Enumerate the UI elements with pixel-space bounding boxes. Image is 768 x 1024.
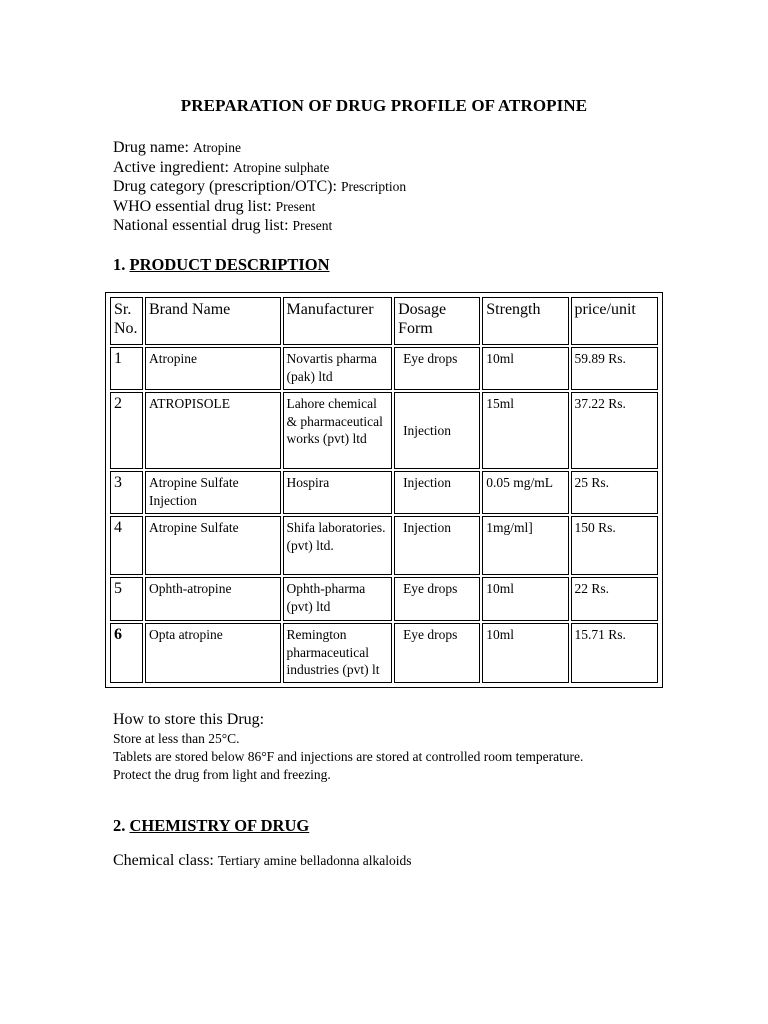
national-list-line — [113, 216, 406, 236]
info-label: Drug name: — [113, 139, 189, 156]
cell-dosage: Eye drops — [394, 347, 480, 390]
chemical-class-line — [113, 852, 411, 870]
header-dosage-form: Dosage Form — [394, 297, 480, 345]
cell-strength: 10ml — [482, 577, 568, 621]
cell-manufacturer: Ophth-pharma (pvt) ltd — [283, 577, 393, 621]
chemical-class-label: Chemical class: — [113, 852, 214, 869]
active-ingredient-line — [113, 158, 406, 178]
table-row — [110, 623, 658, 683]
section-heading-product — [113, 255, 330, 275]
cell-sr: 6 — [110, 623, 143, 683]
cell-brand: Atropine Sulfate Injection — [145, 471, 281, 514]
cell-strength: 10ml — [482, 623, 568, 683]
cell-sr: 3 — [110, 471, 143, 514]
cell-dosage: Injection — [394, 516, 480, 575]
info-label: Drug category (prescription/OTC): — [113, 178, 337, 195]
section-heading-chemistry — [113, 816, 309, 836]
table-row — [110, 471, 658, 514]
info-value: Atropine sulphate — [232, 159, 330, 175]
cell-brand: Atropine Sulfate — [145, 516, 281, 575]
info-label: Active ingredient: — [113, 158, 229, 176]
cell-price: 59.89 Rs. — [571, 347, 658, 390]
cell-dosage: Eye drops — [394, 623, 480, 683]
page-title: PREPARATION OF DRUG PROFILE OF ATROPINE — [180, 96, 588, 115]
storage-line: Protect the drug from light and freezing. — [113, 767, 331, 782]
section-title: CHEMISTRY OF DRUG — [129, 816, 310, 835]
cell-price: 15.71 Rs. — [571, 623, 658, 683]
info-value: Present — [292, 218, 333, 233]
info-label: WHO essential drug list: — [113, 197, 272, 215]
header-price-unit: price/unit — [571, 297, 658, 345]
info-value: Atropine — [192, 140, 241, 155]
table-row — [110, 516, 658, 575]
cell-manufacturer: Novartis pharma (pak) ltd — [283, 347, 393, 390]
drug-info — [113, 138, 406, 236]
info-value: Prescription — [340, 179, 407, 194]
storage-line: Tablets are stored below 86°F and injections are stored at controlled room temperature. — [113, 749, 584, 764]
info-value: Present — [275, 198, 316, 214]
cell-brand: ATROPISOLE — [145, 392, 281, 469]
cell-manufacturer: Shifa laboratories.(pvt) ltd. — [283, 516, 393, 575]
cell-strength: 10ml — [482, 347, 568, 390]
cell-price: 150 Rs. — [571, 516, 658, 575]
table-header-row — [110, 297, 658, 345]
table-row — [110, 392, 658, 469]
header-strength: Strength — [482, 297, 568, 345]
cell-sr: 4 — [110, 516, 143, 575]
cell-sr: 2 — [110, 392, 143, 469]
cell-brand: Opta atropine — [145, 623, 281, 683]
cell-sr: 5 — [110, 577, 143, 621]
cell-strength: 15ml — [482, 392, 568, 469]
header-sr-no: Sr. No. — [110, 297, 143, 345]
section-number: 2. — [113, 816, 126, 835]
cell-manufacturer: Remington pharmaceutical industries (pvt) lt — [283, 623, 393, 683]
cell-dosage: Injection — [394, 471, 480, 514]
product-table — [105, 292, 663, 688]
header-manufacturer: Manufacturer — [283, 297, 393, 345]
who-list-line — [113, 197, 406, 217]
header-brand-name: Brand Name — [145, 297, 281, 345]
drug-name-line — [113, 138, 406, 158]
cell-price: 22 Rs. — [571, 577, 658, 621]
cell-dosage: Injection — [394, 392, 480, 469]
drug-category-line — [113, 177, 406, 197]
cell-strength: 1mg/ml] — [482, 516, 568, 575]
chemical-class-value: Tertiary amine belladonna alkaloids — [217, 853, 412, 868]
cell-price: 25 Rs. — [571, 471, 658, 514]
cell-manufacturer: Lahore chemical & pharmaceutical works (pvt) ltd — [283, 392, 393, 469]
cell-brand: Ophth-atropine — [145, 577, 281, 621]
info-label: National essential drug list: — [113, 217, 289, 234]
section-title: PRODUCT DESCRIPTION — [129, 255, 330, 274]
cell-dosage: Eye drops — [394, 577, 480, 621]
table-row — [110, 347, 658, 390]
storage-section — [113, 710, 583, 784]
cell-price: 37.22 Rs. — [571, 392, 658, 469]
table-row — [110, 577, 658, 621]
cell-sr: 1 — [110, 347, 143, 390]
cell-brand: Atropine — [145, 347, 281, 390]
cell-strength: 0.05 mg/mL — [482, 471, 568, 514]
storage-line: Store at less than 25°C. — [113, 731, 240, 746]
section-number: 1. — [113, 255, 126, 274]
storage-heading: How to store this Drug: — [113, 711, 265, 728]
cell-manufacturer: Hospira — [283, 471, 393, 514]
